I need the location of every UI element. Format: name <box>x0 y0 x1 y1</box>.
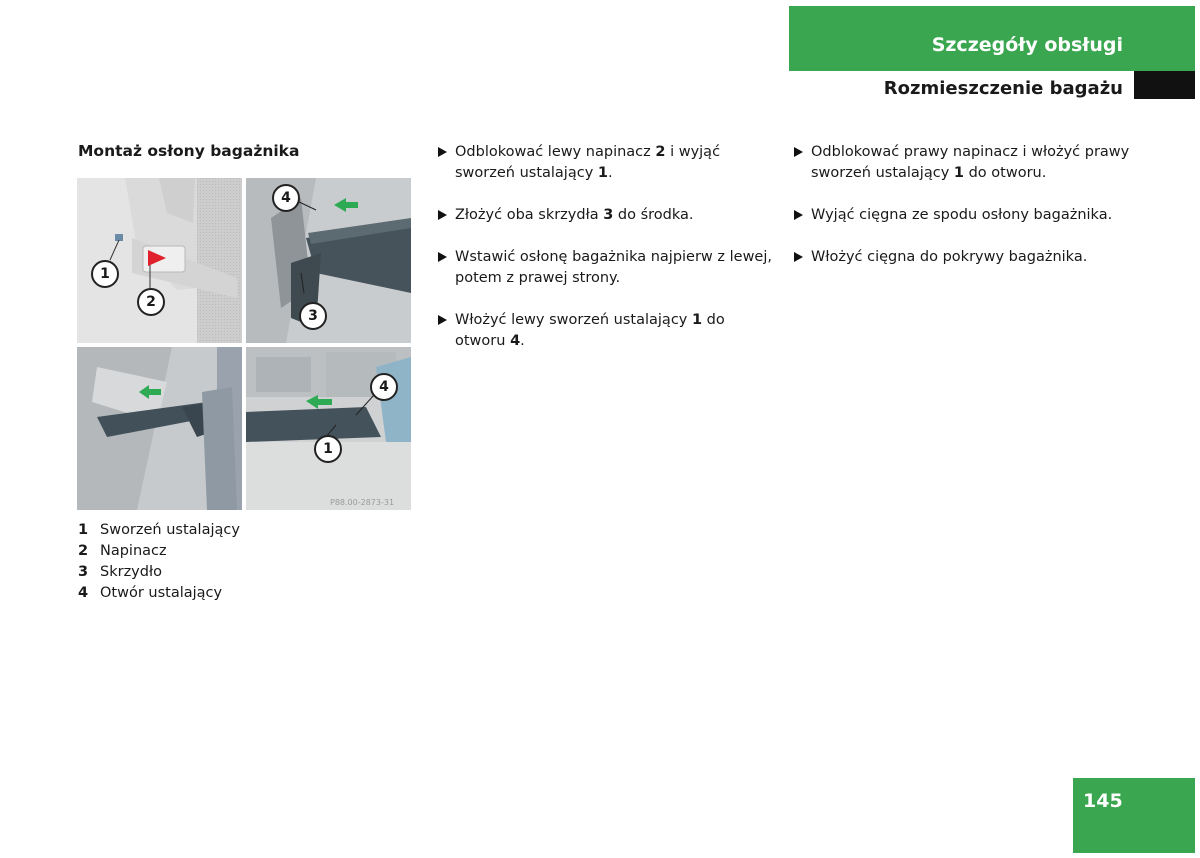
legend-item: 3 Skrzydło <box>78 564 162 580</box>
instruction-text: do otworu <box>455 312 725 349</box>
instruction-text: 1 <box>953 165 964 181</box>
instruction-text: do otworu. <box>963 165 1047 181</box>
instruction-step <box>435 247 775 289</box>
instructions-column-2 <box>791 142 1151 289</box>
callout-4-right: 4 <box>370 373 398 401</box>
bullet-arrow-icon <box>794 210 803 220</box>
callout-1: 1 <box>91 260 119 288</box>
instruction-step <box>791 205 1151 226</box>
instructions-column-1 <box>435 142 775 373</box>
figure-code: P88.00-2873-31 <box>330 498 395 507</box>
instruction-step <box>791 142 1151 184</box>
legend-item: 4 Otwór ustalający <box>78 585 223 601</box>
legend-item: 2 Napinacz <box>78 543 167 559</box>
instruction-text: Włożyć lewy sworzeń ustalający <box>455 312 692 328</box>
instruction-text: 4 <box>510 333 521 349</box>
bullet-arrow-icon <box>438 210 447 220</box>
bullet-arrow-icon <box>794 252 803 262</box>
figure-wings-image <box>246 178 411 343</box>
instruction-text: . <box>607 165 613 181</box>
page-number: 145 <box>1073 778 1195 853</box>
instruction-text: . <box>520 333 525 349</box>
instruction-step <box>435 310 775 352</box>
figure-tensioner-image <box>77 178 242 343</box>
instruction-step <box>791 247 1151 268</box>
header-subsection-title: Rozmieszczenie bagażu <box>883 78 1123 99</box>
section-title: Montaż osłony bagażnika <box>78 142 300 160</box>
bullet-arrow-icon <box>794 147 803 157</box>
instruction-text: 1 <box>691 312 703 328</box>
instruction-text: Odblokować prawy napinacz i włożyć prawy sworzeń ustalający <box>811 144 1130 181</box>
bullet-arrow-icon <box>438 252 447 262</box>
header-black-tab <box>1134 71 1195 99</box>
callout-1-right: 1 <box>314 435 342 463</box>
instruction-step <box>435 205 775 226</box>
callout-3: 3 <box>299 302 327 330</box>
legend-item: 1 Sworzeń ustalający <box>78 522 240 538</box>
instruction-text: 3 <box>603 207 614 223</box>
callout-2: 2 <box>137 288 165 316</box>
figure-insert-left-image <box>77 347 242 510</box>
figure-legend <box>78 520 240 604</box>
figure-insert-right-image <box>246 347 411 510</box>
bullet-arrow-icon <box>438 315 447 325</box>
instruction-text: Złożyć oba skrzydła <box>455 207 604 223</box>
instruction-text: Odblokować lewy napinacz <box>455 144 656 160</box>
instruction-text: i wyjąć sworzeń ustalający <box>455 144 721 181</box>
instruction-step <box>435 142 775 184</box>
bullet-arrow-icon <box>438 147 447 157</box>
callout-4: 4 <box>272 184 300 212</box>
header-section-title: Szczegóły obsługi <box>789 6 1195 71</box>
instruction-text: do środka. <box>613 207 694 223</box>
instruction-text: Wstawić osłonę bagażnika najpierw z lewej, potem z prawej strony. <box>455 249 772 286</box>
instruction-text: Włożyć cięgna do pokrywy bagażnika. <box>811 249 1088 265</box>
instruction-text: 1 <box>597 165 608 181</box>
instruction-text: Wyjąć cięgna ze spodu osłony bagażnika. <box>811 207 1113 223</box>
instruction-text: 2 <box>655 144 666 160</box>
